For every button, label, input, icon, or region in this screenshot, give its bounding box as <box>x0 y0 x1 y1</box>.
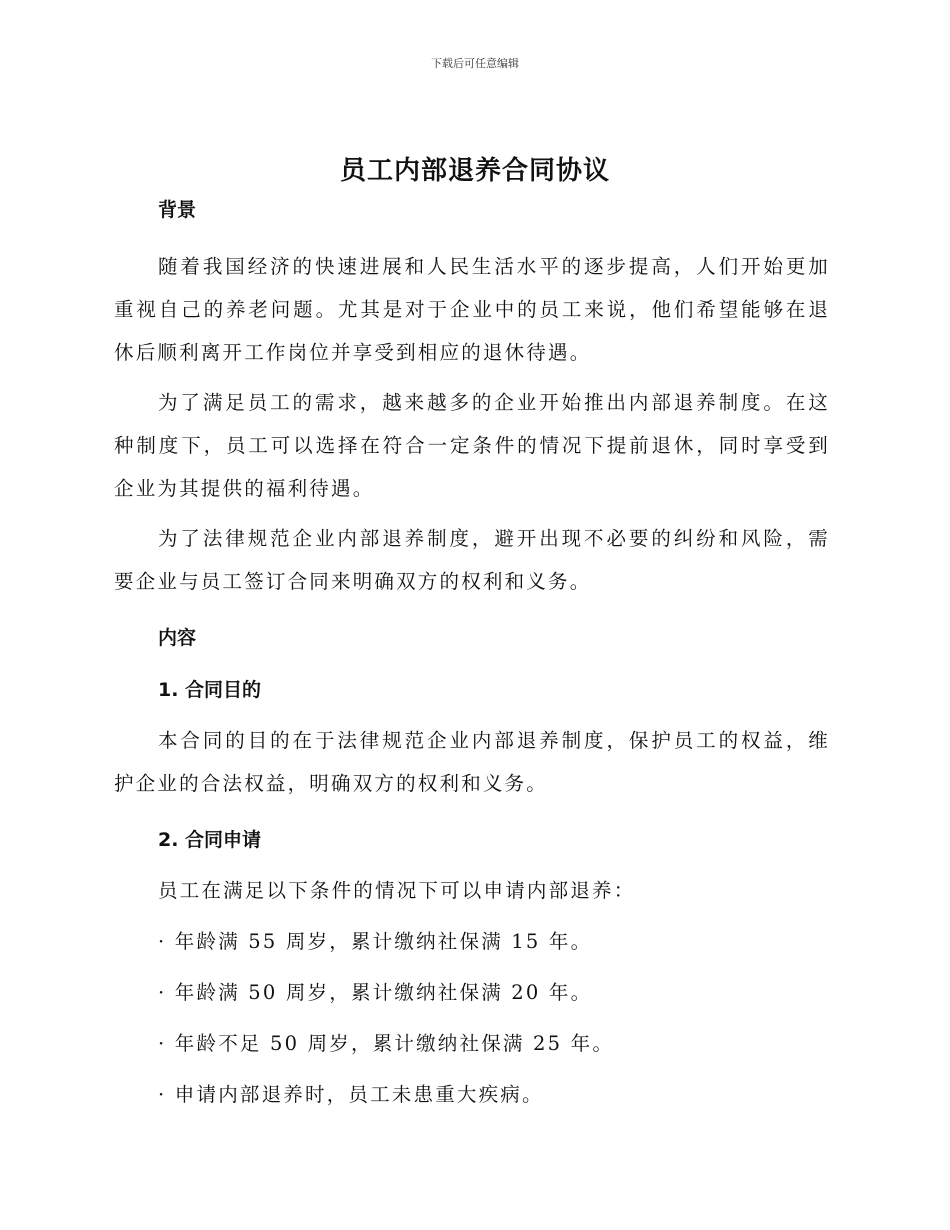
section1-text: 本合同的目的在于法律规范企业内部退养制度，保护员工的权益，维护企业的合法权益，明确双方的权利和义务。 <box>114 729 830 795</box>
background-paragraph-3: 为了法律规范企业内部退养制度，避开出现不必要的纠纷和风险，需要企业与员工签订合同来明确双方的权利和义务。 <box>114 527 830 593</box>
content-heading: 内容 <box>158 627 197 649</box>
document-body <box>114 195 830 1116</box>
requirement-item-1: · 年龄满 55 周岁，累计缴纳社保满 15 年。 <box>158 930 593 953</box>
section2-heading: 2. 合同申请 <box>158 829 262 851</box>
requirement-item-3: · 年龄不足 50 周岁，累计缴纳社保满 25 年。 <box>158 1032 615 1055</box>
background-paragraph-2: 为了满足员工的需求，越来越多的企业开始推出内部退养制度。在这种制度下，员工可以选择在符合一定条件的情况下提前退休，同时享受到企业为其提供的福利待遇。 <box>114 391 830 500</box>
section2-intro: 员工在满足以下条件的情况下可以申请内部退养： <box>158 879 636 902</box>
section1-heading: 1. 合同目的 <box>158 679 262 701</box>
requirement-item-2: · 年龄满 50 周岁，累计缴纳社保满 20 年。 <box>158 981 593 1004</box>
requirement-item-4: · 申请内部退养时，员工未患重大疾病。 <box>158 1083 544 1106</box>
background-paragraph-1: 随着我国经济的快速进展和人民生活水平的逐步提高，人们开始更加重视自己的养老问题。尤其是对于企业中的员工来说，他们希望能够在退休后顺利离开工作岗位并享受到相应的退休待遇。 <box>114 255 830 364</box>
page-header-note: 下载后可任意编辑 <box>431 57 519 70</box>
document-title: 员工内部退养合同协议 <box>339 156 610 186</box>
background-heading: 背景 <box>158 199 197 221</box>
